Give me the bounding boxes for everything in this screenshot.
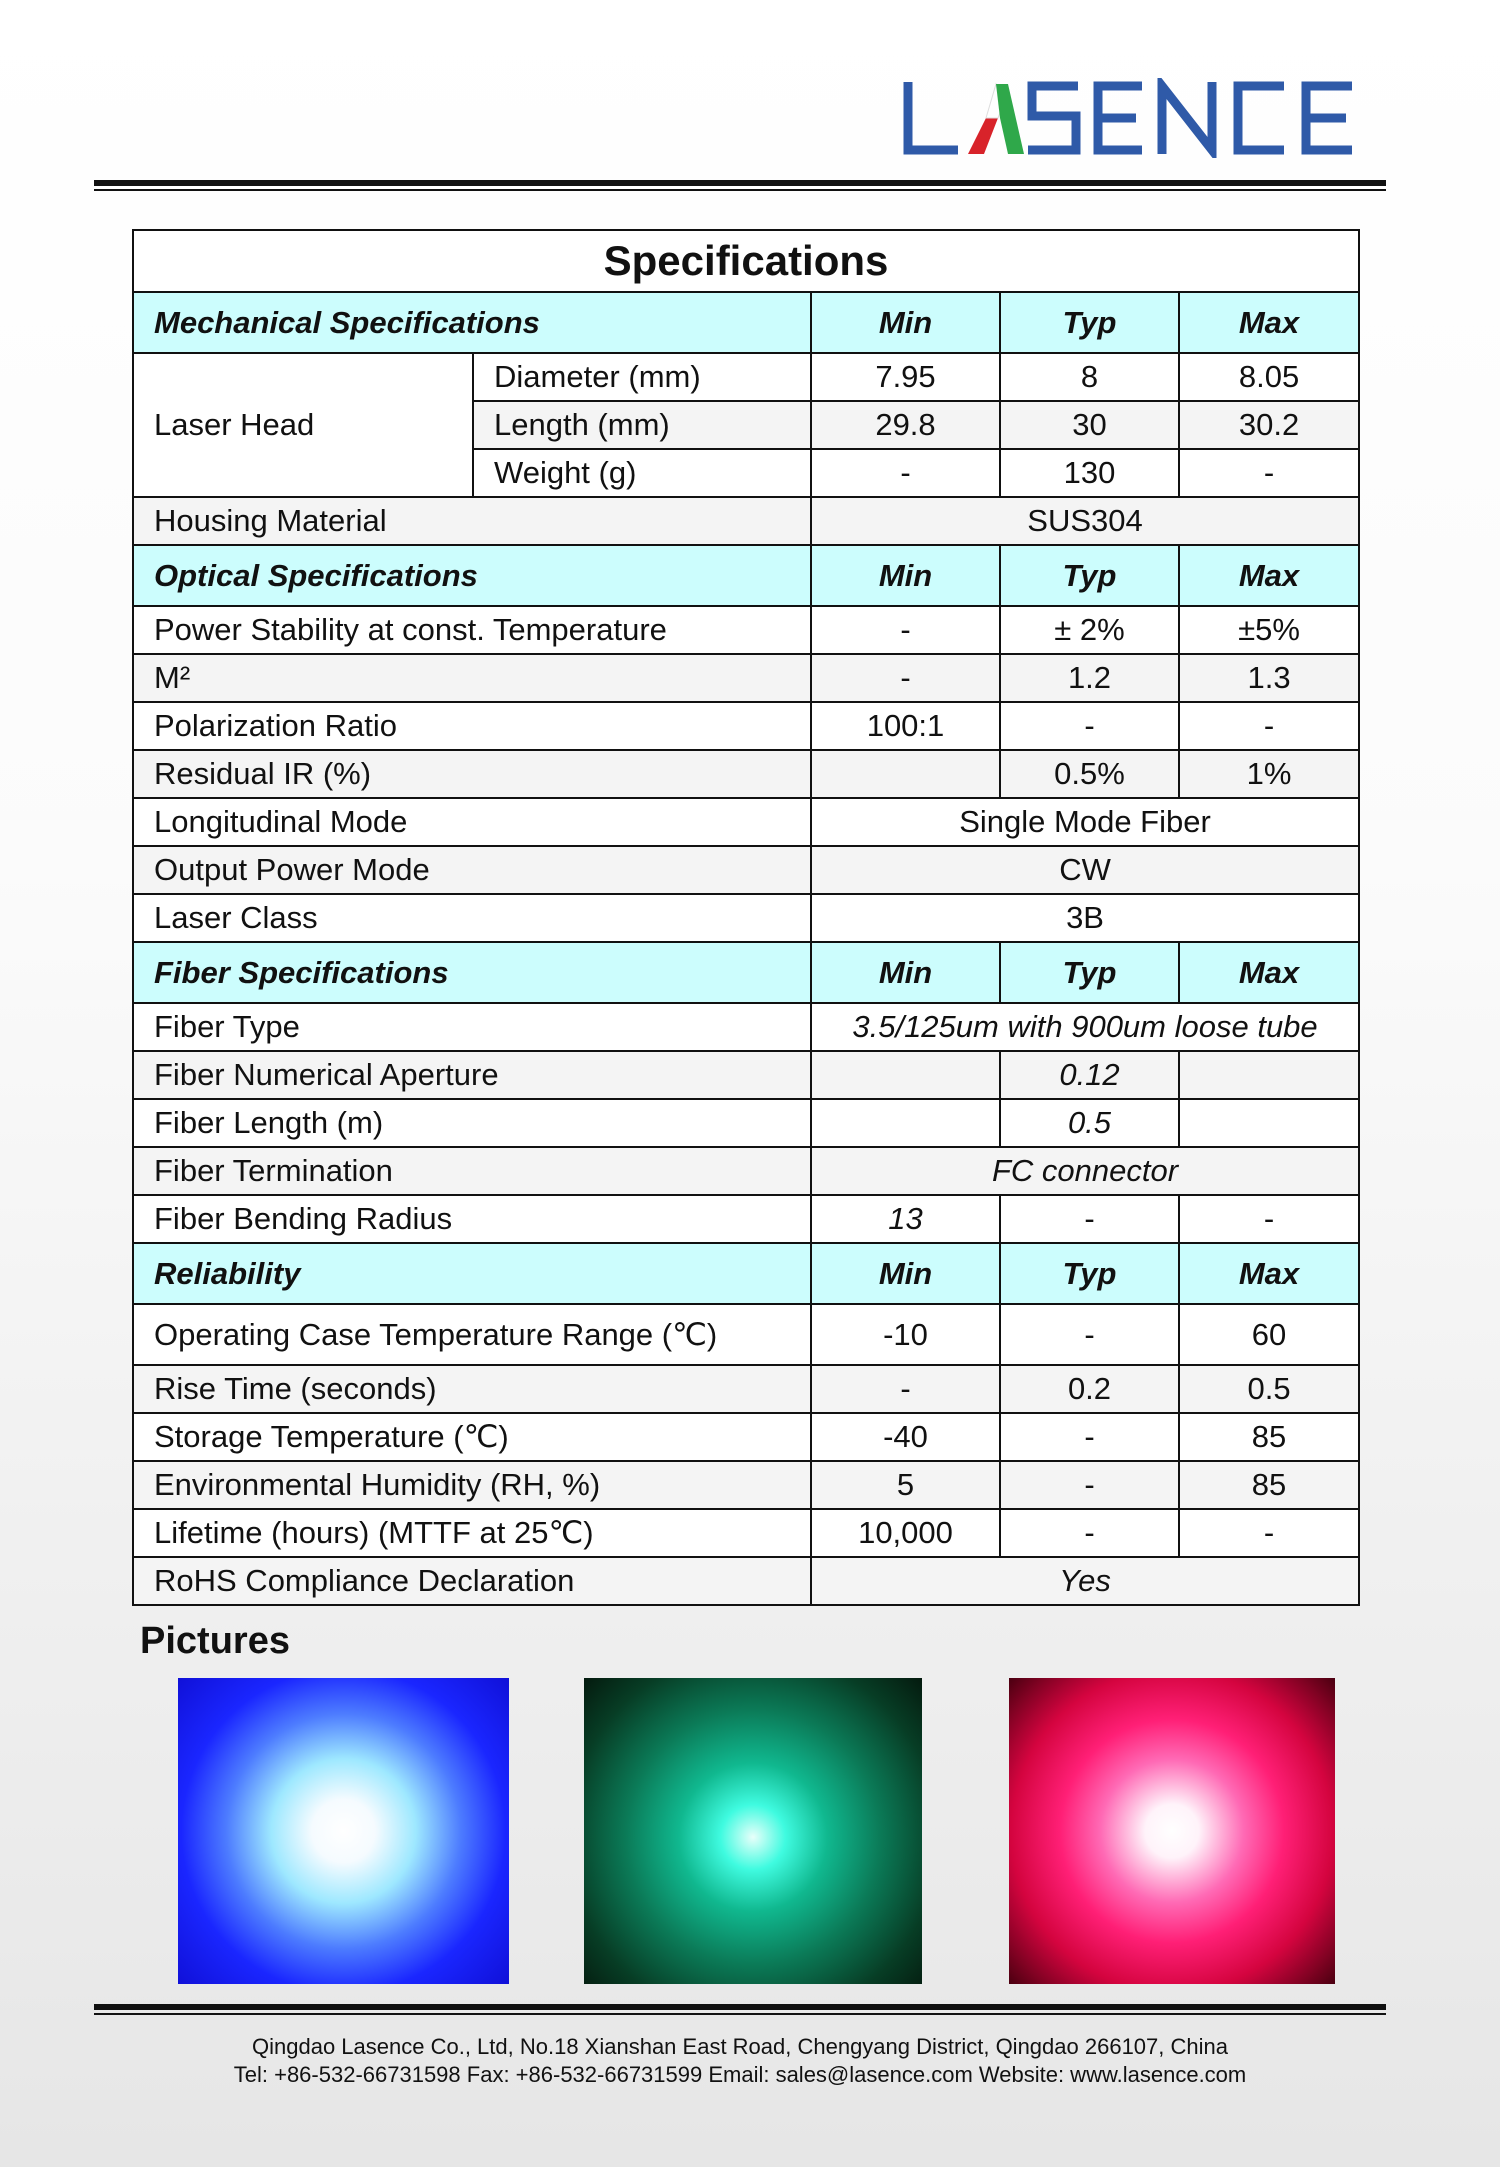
cell-min: 29.8 (811, 401, 1000, 449)
row-label: Weight (g) (473, 449, 811, 497)
cell-merged: 3B (811, 894, 1359, 942)
row-label: Fiber Bending Radius (133, 1195, 811, 1243)
row-label: Diameter (mm) (473, 353, 811, 401)
cell-typ: 30 (1000, 401, 1179, 449)
cell-typ: - (1000, 1413, 1179, 1461)
cell-typ: 0.5% (1000, 750, 1179, 798)
cell-merged: CW (811, 846, 1359, 894)
row-label: Fiber Termination (133, 1147, 811, 1195)
row-label: RoHS Compliance Declaration (133, 1557, 811, 1605)
section-header-optical: Optical Specifications (133, 545, 811, 606)
col-min: Min (811, 942, 1000, 1003)
cell-merged: SUS304 (811, 497, 1359, 545)
cell-max: 1.3 (1179, 654, 1359, 702)
col-typ: Typ (1000, 1243, 1179, 1304)
row-label: Residual IR (%) (133, 750, 811, 798)
cell-max: 60 (1179, 1304, 1359, 1365)
cell-min (811, 1051, 1000, 1099)
cell-max: 30.2 (1179, 401, 1359, 449)
section-header-reliability: Reliability (133, 1243, 811, 1304)
col-typ: Typ (1000, 942, 1179, 1003)
cell-merged: Yes (811, 1557, 1359, 1605)
cell-max: - (1179, 449, 1359, 497)
cell-max: 85 (1179, 1413, 1359, 1461)
cell-min: 10,000 (811, 1509, 1000, 1557)
cell-typ: - (1000, 1509, 1179, 1557)
col-typ: Typ (1000, 545, 1179, 606)
green-beam-photo (584, 1678, 922, 1984)
row-label: Laser Class (133, 894, 811, 942)
cell-typ: 0.12 (1000, 1051, 1179, 1099)
row-label: Fiber Length (m) (133, 1099, 811, 1147)
row-label: Housing Material (133, 497, 811, 545)
row-label: Fiber Type (133, 1003, 811, 1051)
row-label: Length (mm) (473, 401, 811, 449)
cell-min: -40 (811, 1413, 1000, 1461)
cell-min (811, 1099, 1000, 1147)
cell-max: - (1179, 702, 1359, 750)
row-label: Longitudinal Mode (133, 798, 811, 846)
cell-max: 0.5 (1179, 1365, 1359, 1413)
cell-max: 1% (1179, 750, 1359, 798)
cell-max: - (1179, 1509, 1359, 1557)
cell-min: - (811, 449, 1000, 497)
cell-typ: 130 (1000, 449, 1179, 497)
cell-min (811, 750, 1000, 798)
cell-max (1179, 1099, 1359, 1147)
cell-typ: - (1000, 1304, 1179, 1365)
cell-min: 100:1 (811, 702, 1000, 750)
section-header-mechanical: Mechanical Specifications (133, 292, 811, 353)
row-label: Operating Case Temperature Range (℃) (133, 1304, 811, 1365)
cell-typ: 8 (1000, 353, 1179, 401)
row-label: Output Power Mode (133, 846, 811, 894)
cell-min: - (811, 654, 1000, 702)
specifications-table (132, 229, 1360, 1606)
cell-merged: 3.5/125um with 900um loose tube (811, 1003, 1359, 1051)
cell-max: 85 (1179, 1461, 1359, 1509)
col-min: Min (811, 1243, 1000, 1304)
col-typ: Typ (1000, 292, 1179, 353)
footer-rule (94, 2004, 1386, 2015)
cell-max: - (1179, 1195, 1359, 1243)
cell-max: ±5% (1179, 606, 1359, 654)
cell-typ: 0.2 (1000, 1365, 1179, 1413)
row-label: M² (133, 654, 811, 702)
col-max: Max (1179, 292, 1359, 353)
col-max: Max (1179, 942, 1359, 1003)
cell-min: 5 (811, 1461, 1000, 1509)
lasence-logo (900, 78, 1360, 158)
cell-typ: - (1000, 1461, 1179, 1509)
col-max: Max (1179, 545, 1359, 606)
cell-min: 13 (811, 1195, 1000, 1243)
row-label: Lifetime (hours) (MTTF at 25℃) (133, 1509, 811, 1557)
table-title: Specifications (133, 230, 1359, 292)
cell-typ: - (1000, 1195, 1179, 1243)
row-label: Polarization Ratio (133, 702, 811, 750)
cell-typ: - (1000, 702, 1179, 750)
section-header-fiber: Fiber Specifications (133, 942, 811, 1003)
cell-typ: 0.5 (1000, 1099, 1179, 1147)
cell-max: 8.05 (1179, 353, 1359, 401)
laser-head-label: Laser Head (133, 353, 473, 497)
red-beam-photo (1009, 1678, 1335, 1984)
row-label: Rise Time (seconds) (133, 1365, 811, 1413)
cell-min: 7.95 (811, 353, 1000, 401)
pictures-heading: Pictures (140, 1620, 290, 1662)
row-label: Power Stability at const. Temperature (133, 606, 811, 654)
cell-typ: ± 2% (1000, 606, 1179, 654)
blue-beam-photo (178, 1678, 509, 1984)
col-min: Min (811, 545, 1000, 606)
row-label: Environmental Humidity (RH, %) (133, 1461, 811, 1509)
cell-merged: FC connector (811, 1147, 1359, 1195)
cell-merged: Single Mode Fiber (811, 798, 1359, 846)
cell-typ: 1.2 (1000, 654, 1179, 702)
col-max: Max (1179, 1243, 1359, 1304)
footer-contact: Tel: +86-532-66731598 Fax: +86-532-66731599 Email: sales@lasence.com Website: www.lasence.com (233, 2062, 1247, 2087)
col-min: Min (811, 292, 1000, 353)
cell-min: -10 (811, 1304, 1000, 1365)
row-label: Storage Temperature (℃) (133, 1413, 811, 1461)
footer-address: Qingdao Lasence Co., Ltd, No.18 Xianshan East Road, Chengyang District, Qingdao 266107, China (252, 2034, 1228, 2059)
header-rule (94, 180, 1386, 191)
cell-min: - (811, 1365, 1000, 1413)
cell-max (1179, 1051, 1359, 1099)
cell-min: - (811, 606, 1000, 654)
row-label: Fiber Numerical Aperture (133, 1051, 811, 1099)
